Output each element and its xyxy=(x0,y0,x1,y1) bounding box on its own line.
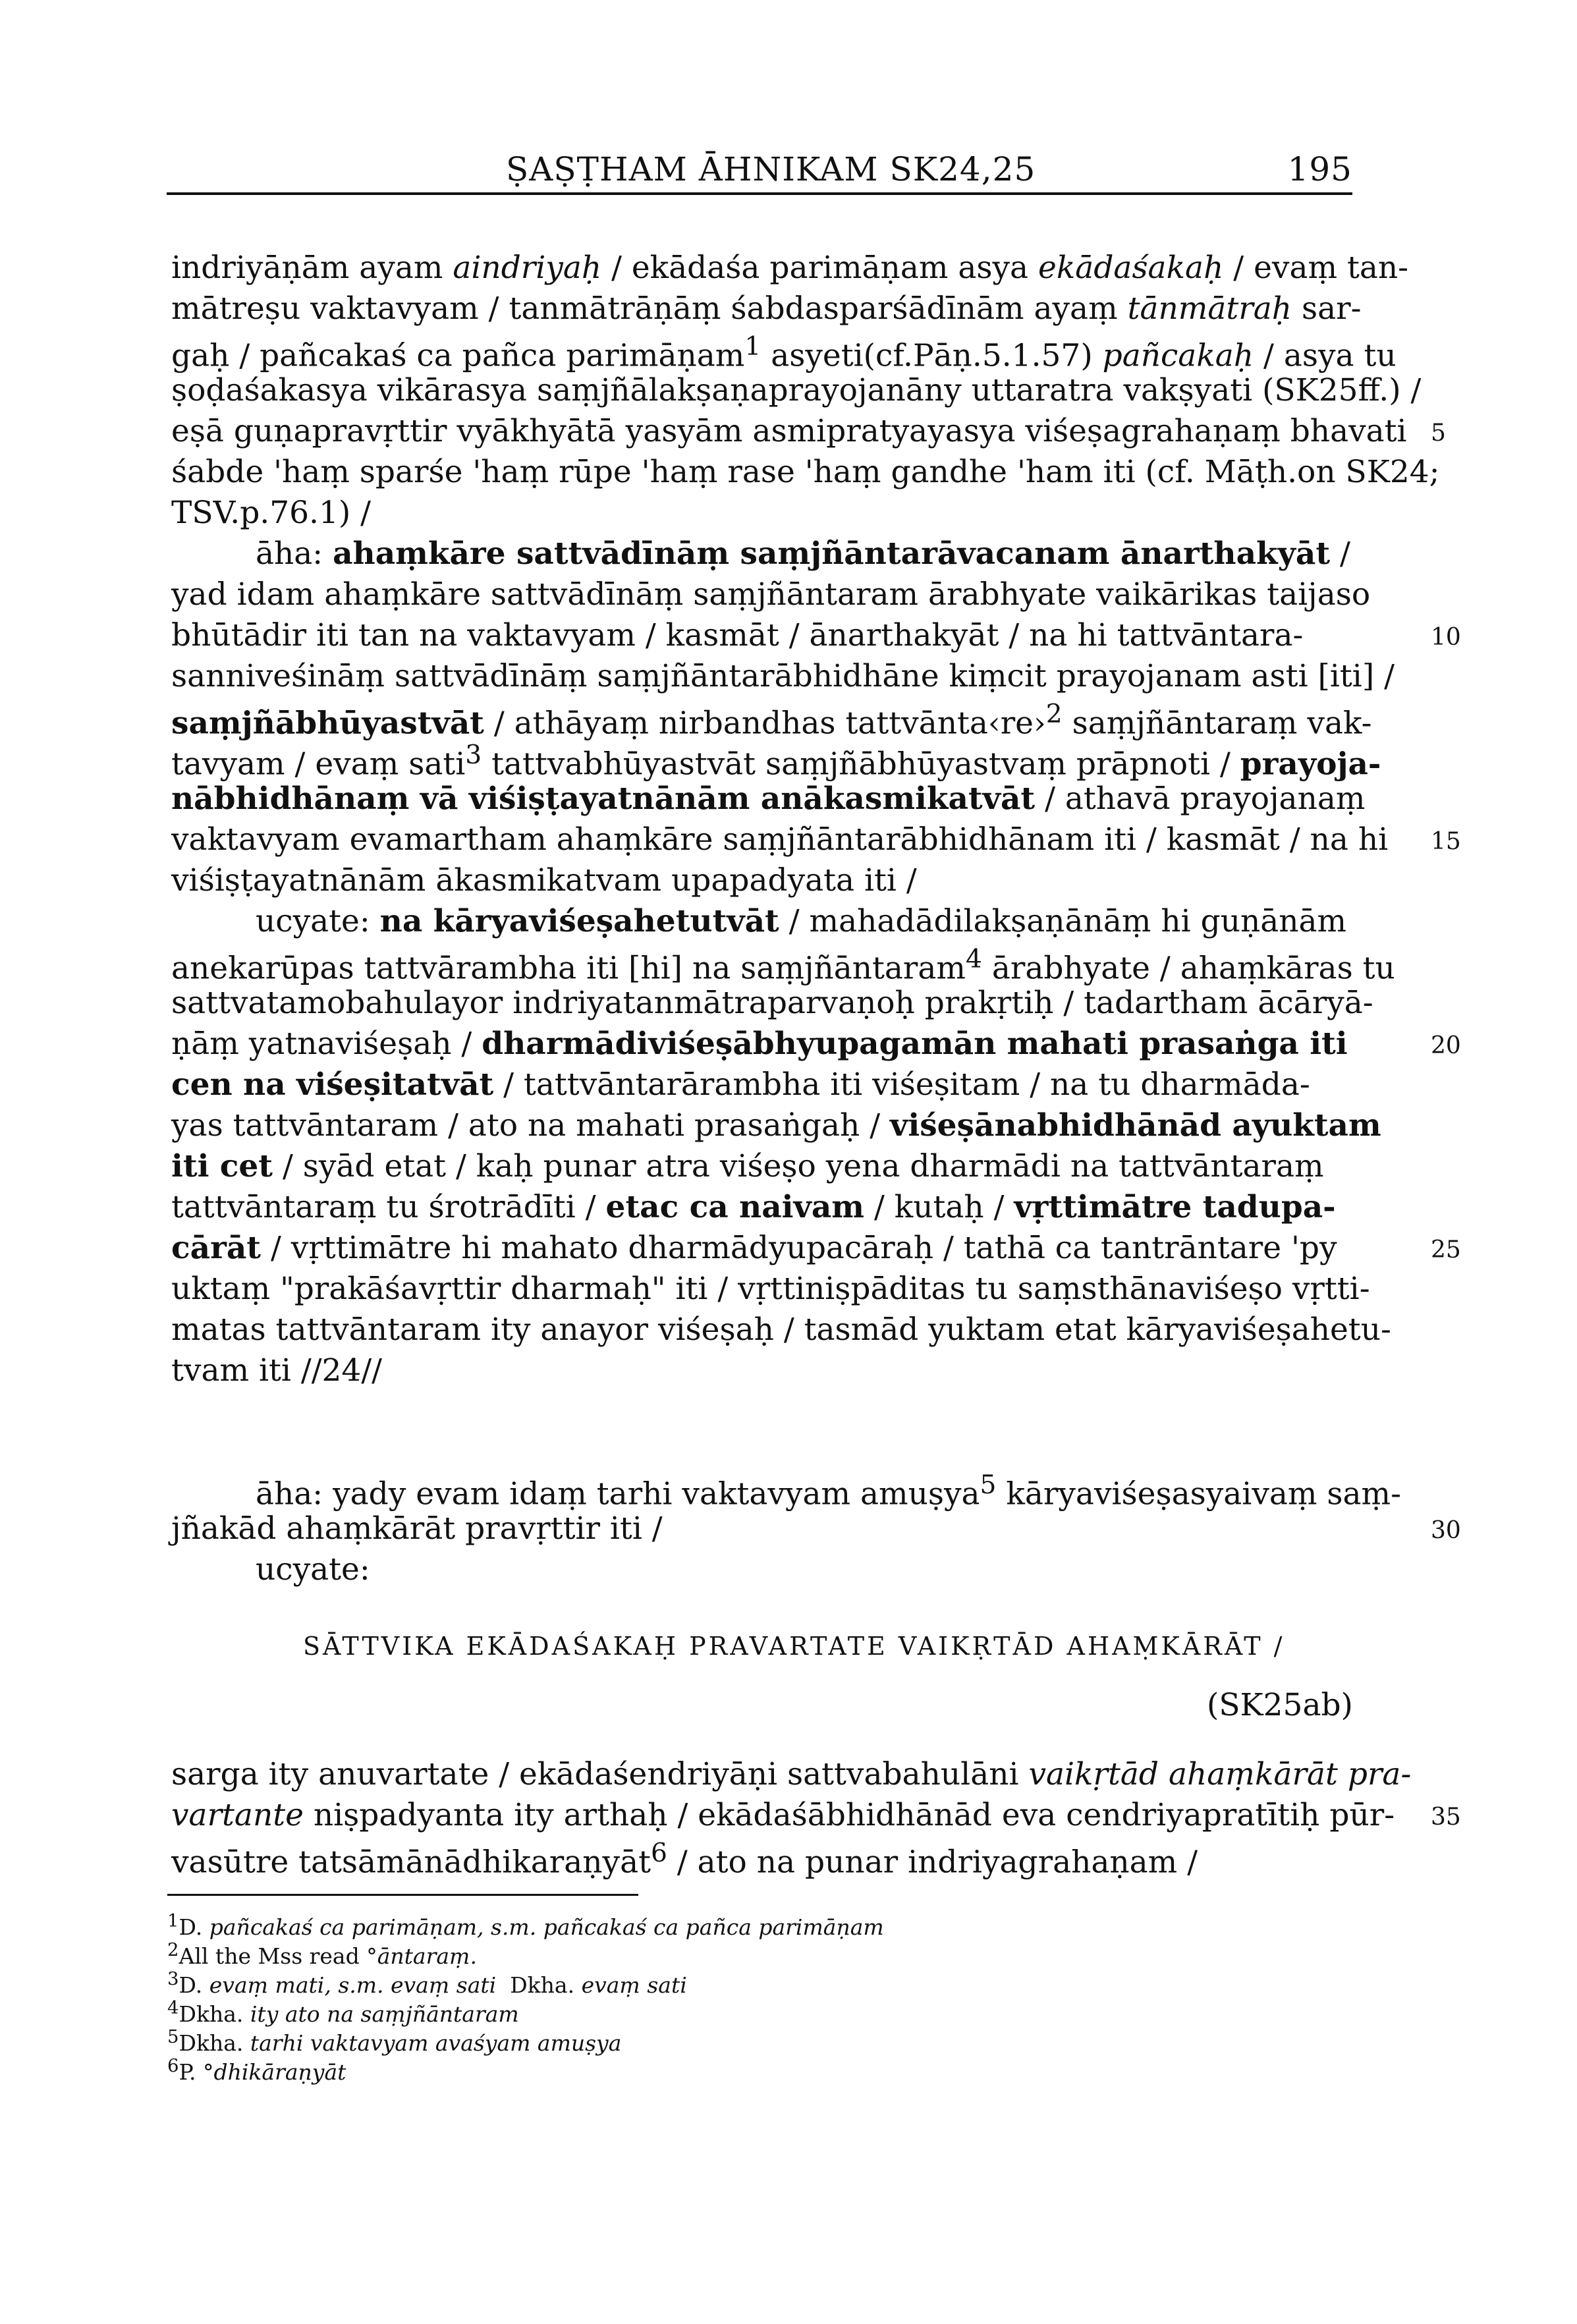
text-line: vasūtre tatsāmānādhikaraṇyāt$^6$ / ato na punar indriyagrahaṇam / xyxy=(171,1839,1198,1881)
footnote-separator xyxy=(167,1894,638,1896)
text-line: tattvāntaraṃ tu śrotrādīti / etac ca naivam / kutaḥ / vṛttimātre tadupa- xyxy=(171,1189,1336,1225)
text-line: ṇāṃ yatnaviśeṣaḥ / dharmādiviśeṣābhyupagamān mahati prasaṅga iti xyxy=(171,1026,1348,1062)
text-line: tavyam / evaṃ sati$^3$ tattvabhūyastvāt saṃjñābhūyastvaṃ prāpnoti / prayoja- xyxy=(171,740,1381,783)
line-number: 25 xyxy=(1431,1236,1461,1263)
line-number: 5 xyxy=(1431,420,1446,447)
line-number: 35 xyxy=(1431,1804,1461,1831)
text-line: eṣā guṇapravṛttir vyākhyātā yasyām asmipratyayasya viśeṣagrahaṇaṃ bhavati xyxy=(171,413,1407,449)
text-line: ucyate: na kāryaviśeṣahetutvāt / mahadādilakṣaṇānāṃ hi guṇānām xyxy=(256,903,1347,939)
footnote-ref: 2 xyxy=(1045,700,1063,729)
text-line: cārāt / vṛttimātre hi mahato dharmādyupacāraḥ / tathā ca tantrāntare 'py xyxy=(171,1230,1337,1266)
footnote: $^3$D. evaṃ mati, s.m. evaṃ sati Dkha. evaṃ sati xyxy=(167,1968,687,1998)
footnote-ref: 6 xyxy=(651,1839,667,1868)
text-line: yas tattvāntaram / ato na mahati prasaṅgaḥ / viśeṣānabhidhānād ayuktam xyxy=(171,1107,1381,1144)
text-line: saṃjñābhūyastvāt / athāyaṃ nirbandhas tattvānta‹re›$^2$ saṃjñāntaraṃ vak- xyxy=(171,700,1372,742)
text-line: sarga ity anuvartate / ekādaśendriyāṇi sattvabahulāni vaikṛtād ahaṃkārāt pra- xyxy=(171,1756,1412,1792)
text-line: śabde 'haṃ sparśe 'haṃ rūpe 'haṃ rase 'haṃ gandhe 'ham iti (cf. Māṭh.on SK24; xyxy=(171,454,1440,490)
running-title: ṢAṢṬHAM ĀHNIKAM SK24,25 xyxy=(506,150,1036,188)
verse-reference: (SK25ab) xyxy=(1207,1687,1353,1723)
text-line: anekarūpas tattvārambha iti [hi] na saṃjñāntaram$^4$ ārabhyate / ahaṃkāras tu xyxy=(171,945,1395,987)
text-line: ucyate: xyxy=(256,1551,370,1588)
text-line: gaḥ / pañcakaś ca pañca parimāṇam$^1$ asyeti(cf.Pāṇ.5.1.57) pañcakaḥ / asya tu xyxy=(171,332,1397,374)
footnote: $^2$All the Mss read °āntaraṃ. xyxy=(167,1939,477,1969)
text-line: indriyāṇām ayam aindriyaḥ / ekādaśa parimāṇam asya ekādaśakaḥ / evaṃ tan- xyxy=(171,250,1409,286)
text-line: āha: yady evam idaṃ tarhi vaktavyam amuṣya$^5$ kāryaviśeṣasyaivaṃ saṃ- xyxy=(256,1470,1402,1512)
footnote: $^1$D. pañcakaś ca parimāṇam, s.m. pañcakaś ca pañca parimāṇam xyxy=(167,1910,884,1940)
text-line: nābhidhānaṃ vā viśiṣṭayatnānām anākasmikatvāt / athavā prayojanaṃ xyxy=(171,781,1366,817)
text-line: matas tattvāntaram ity anayor viśeṣaḥ / tasmād yuktam etat kāryaviśeṣahetu- xyxy=(171,1312,1391,1348)
footnote-ref: 1 xyxy=(744,332,761,362)
footnote-ref: 3 xyxy=(465,740,482,770)
text-line: iti cet / syād etat / kaḥ punar atra viśeṣo yena dharmādi na tattvāntaraṃ xyxy=(171,1148,1324,1184)
footnote: $^4$Dkha. ity ato na saṃjñāntaram xyxy=(167,1997,519,2027)
line-number: 15 xyxy=(1431,828,1461,855)
line-number: 10 xyxy=(1431,624,1461,651)
text-line: TSV.p.76.1) / xyxy=(171,495,371,531)
page-number: 195 xyxy=(1287,150,1352,188)
running-header xyxy=(167,146,1352,195)
text-line: sattvatamobahulayor indriyatanmātraparvaṇoḥ prakṛtiḥ / tadartham ācāryā- xyxy=(171,985,1373,1021)
line-number: 30 xyxy=(1431,1517,1461,1544)
text-line: vartante niṣpadyanta ity arthaḥ / ekādaśābhidhānād eva cendriyapratītiḥ pūr- xyxy=(171,1797,1395,1833)
text-line: mātreṣu vaktavyam / tanmātrāṇāṃ śabdasparśādīnām ayaṃ tānmātraḥ sar- xyxy=(171,290,1362,327)
text-line: jñakād ahaṃkārāt pravṛttir iti / xyxy=(171,1510,663,1547)
text-line: tvam iti //24// xyxy=(171,1352,383,1389)
text-line: ṣoḍaśakasya vikārasya saṃjñālakṣaṇaprayojanāny uttaratra vakṣyati (SK25ff.) / xyxy=(171,372,1422,408)
footnote: $^6$P. °dhikāraṇyāt xyxy=(167,2055,346,2085)
footnote-ref: 5 xyxy=(980,1470,997,1500)
text-line: uktaṃ "prakāśavṛttir dharmaḥ" iti / vṛttiniṣpāditas tu saṃsthānaviśeṣo vṛtti- xyxy=(171,1271,1370,1307)
text-line: vaktavyam evamartham ahaṃkāre saṃjñāntarābhidhānam iti / kasmāt / na hi xyxy=(171,821,1389,858)
text-line: sanniveśināṃ sattvādīnāṃ saṃjñāntarābhidhāne kiṃcit prayojanam asti [iti] / xyxy=(171,658,1395,694)
text-line: cen na viśeṣitatvāt / tattvāntarārambha iti viśeṣitam / na tu dharmāda- xyxy=(171,1066,1310,1103)
text-line: bhūtādir iti tan na vaktavyam / kasmāt / ānarthakyāt / na hi tattvāntara- xyxy=(171,617,1304,653)
verse: SĀTTVIKA EKĀDAŚAKAḤ PRAVARTATE VAIKṚTĀD AHAṂKĀRĀT / xyxy=(303,1632,1285,1661)
text-line: yad idam ahaṃkāre sattvādīnāṃ saṃjñāntaram ārabhyate vaikārikas taijaso xyxy=(171,576,1371,613)
text-line: āha: ahaṃkāre sattvādīnāṃ saṃjñāntarāvacanam ānarthakyāt / xyxy=(256,536,1350,572)
text-line: viśiṣṭayatnānām ākasmikatvam upapadyata iti / xyxy=(171,862,917,899)
line-number: 20 xyxy=(1431,1032,1461,1059)
footnote-ref: 4 xyxy=(965,945,982,974)
footnote: $^5$Dkha. tarhi vaktavyam avaśyam amuṣya xyxy=(167,2026,622,2056)
